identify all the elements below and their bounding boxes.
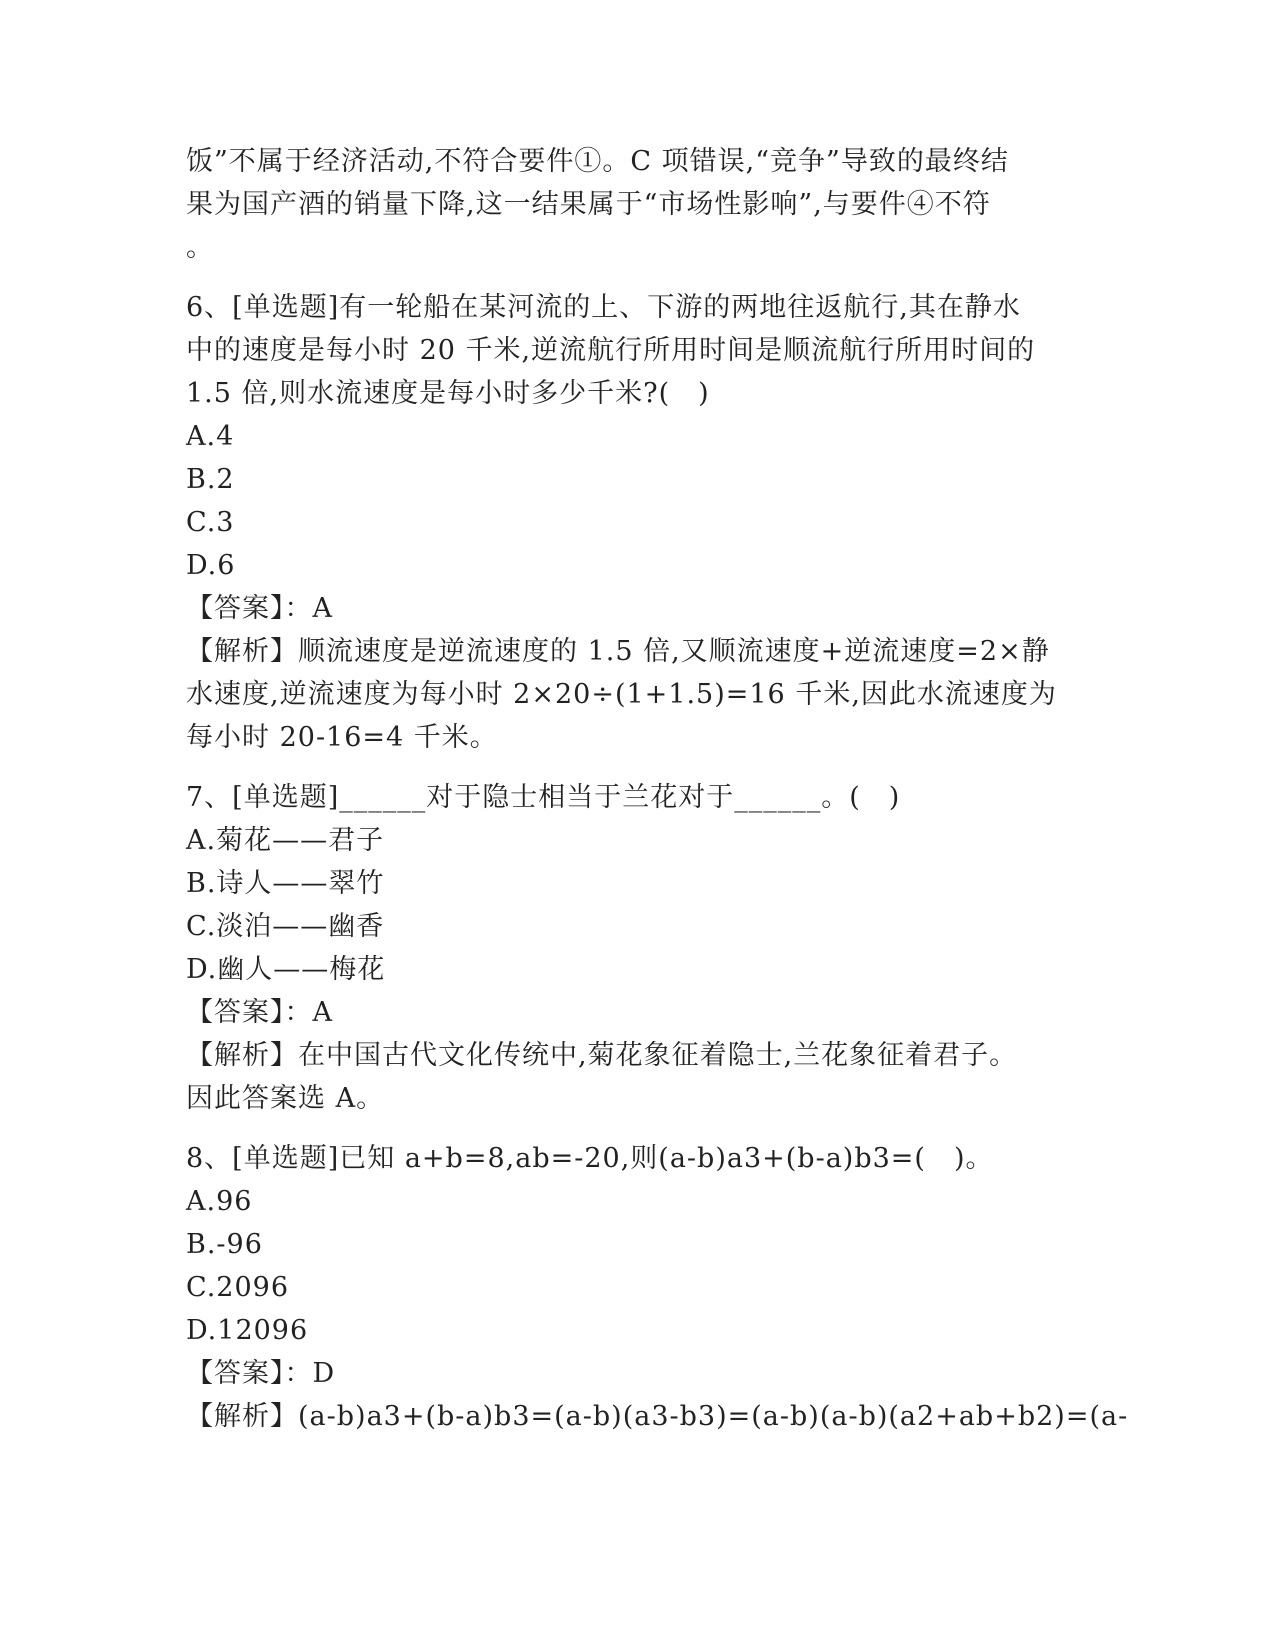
question-6: [186, 286, 1086, 759]
analysis-line: 【解析】顺流速度是逆流速度的 1.5 倍,又顺流速度+逆流速度=2×静: [186, 636, 1050, 667]
option-b: B.2: [186, 464, 235, 495]
text-line: 。: [186, 232, 214, 263]
option-a: A.96: [186, 1186, 253, 1217]
analysis-line: 因此答案选 A。: [186, 1083, 385, 1114]
answer-line: 【答案】：A: [186, 593, 333, 624]
text-line: 饭”不属于经济活动,不符合要件①。C 项错误,“竞争”导致的最终结: [186, 146, 1009, 177]
question-stem: 1.5 倍,则水流速度是每小时多少千米?( ): [186, 378, 710, 409]
text-line: 果为国产酒的销量下降,这一结果属于“市场性影响”,与要件④不符: [186, 189, 991, 220]
question-stem: 7、[单选题]______对于隐士相当于兰花对于______。( ): [186, 782, 901, 813]
option-d: D.幽人——梅花: [186, 954, 386, 985]
question-stem: 中的速度是每小时 20 千米,逆流航行所用时间是顺流航行所用时间的: [186, 335, 1036, 366]
answer-line: 【答案】：D: [186, 1358, 336, 1389]
intro-paragraph: [186, 140, 1086, 269]
option-a: A.4: [186, 421, 235, 452]
option-c: C.2096: [186, 1272, 289, 1303]
question-stem: 6、[单选题]有一轮船在某河流的上、下游的两地往返航行,其在静水: [186, 292, 1021, 323]
option-b: B.-96: [186, 1229, 263, 1260]
question-stem: 8、[单选题]已知 a+b=8,ab=-20,则(a-b)a3+(b-a)b3=( )。: [186, 1143, 994, 1174]
question-8: [186, 1137, 1129, 1438]
option-a: A.菊花——君子: [186, 825, 385, 856]
analysis-line: 【解析】(a-b)a3+(b-a)b3=(a-b)(a3-b3)=(a-b)(a-b)(a2+ab+b2)=(a-: [186, 1401, 1129, 1432]
option-b: B.诗人——翠竹: [186, 868, 385, 899]
analysis-line: 【解析】在中国古代文化传统中,菊花象征着隐士,兰花象征着君子。: [186, 1040, 1018, 1071]
document-page: [186, 140, 1129, 1438]
analysis-line: 水速度,逆流速度为每小时 2×20÷(1+1.5)=16 千米,因此水流速度为: [186, 679, 1057, 710]
answer-line: 【答案】：A: [186, 997, 333, 1028]
analysis-line: 每小时 20-16=4 千米。: [186, 722, 498, 753]
option-c: C.3: [186, 507, 235, 538]
question-7: [186, 776, 1086, 1120]
option-c: C.淡泊——幽香: [186, 911, 385, 942]
option-d: D.12096: [186, 1315, 309, 1346]
option-d: D.6: [186, 550, 236, 581]
